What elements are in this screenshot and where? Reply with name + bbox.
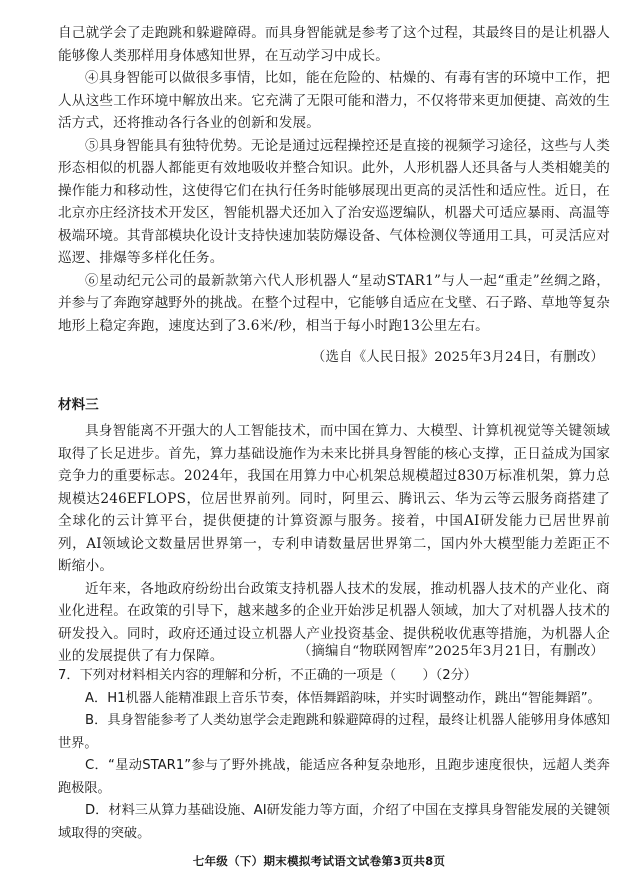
material-three-heading: 材料三	[58, 397, 99, 413]
question-7-option-c[interactable]: C．“星动STAR1”参与了野外挑战，能适应各种复杂地形，且跑步速度很快，远超人类奔跑极限。	[58, 758, 610, 796]
question-7-option-d[interactable]: D．材料三从算力基础设施、AI研发能力等方面，介绍了中国在支撑具身智能发展的关键领域取得的突破。	[58, 803, 610, 841]
paragraph-5: ⑤具身智能具有独特优势。无论是通过远程操控还是直接的视频学习途径，这些与人类形态相似的机器人都能更有效地吸收并整合知识。此外，人形机器人还具备与人类相媲美的操作能力和移动性，这使得它们在执行任务时能够展现出更高的灵活性和适应性。近日，在北京亦庄经济技术开发区，智能机器犬还加入了治安巡逻编队，机器犬可适应暴雨、高温等极端环境。其背部模块化设计支持快速加装防爆设备、气体检测仪等通用工具，可灵活应对巡逻、排爆等多样化任务。	[58, 137, 610, 266]
material-three-body	[58, 420, 610, 668]
question-7-option-a[interactable]: A．H1机器人能精准跟上音乐节奏，体悟舞蹈韵味，并实时调整动作，跳出“智能舞蹈”。	[85, 690, 601, 706]
material-three-source: （摘编自“物联网智库”2025年3月21日，有删改）	[297, 644, 604, 659]
paragraph-continued: 自己就学会了走跑跳和躲避障碍。而具身智能就是参考了这个过程，其最终目的是让机器人能够像人类那样用身体感知世界，在互动学习中成长。	[58, 25, 610, 64]
material-three-paragraph-1: 具身智能离不开强大的人工智能技术，而中国在算力、大模型、计算机视觉等关键领域取得了长足进步。首先，算力基础设施作为未来比拼具身智能的核心支撑，正日益成为国家竞争力的重要标志。2024年，我国在用算力中心机架总规模超过830万标准机架，算力总规模达246EFLOPS，位居世界前列。同时，阿里云、腾讯云、华为云等云服务商搭建了全球化的云计算平台，提供便捷的计算资源与服务。接着，中国AI研发能力已居世界前列，AI领域论文数量居世界第一，专利申请数量居世界第二，国内外大模型能力差距正不断缩小。	[58, 423, 610, 574]
question-7-option-b[interactable]: B．具身智能参考了人类幼崽学会走跑跳和躲避障碍的过程，最终让机器人能够用身体感知世界。	[58, 713, 610, 751]
question-7	[58, 665, 610, 845]
material-two-source: （选自《人民日报》2025年3月24日，有删改）	[311, 350, 604, 365]
material-three-paragraph-2: 近年来，各地政府纷纷出台政策支持机器人技术的发展，推动机器人技术的产业化、商业化进程。在政策的引导下，越来越多的企业开始涉足机器人领域，加大了对机器人技术的研发投入。同时，政府还通过设立机器人产业投资基金、提供税收优惠等措施，为机器人企业的发展提供了有力保障。	[58, 580, 610, 664]
paragraph-4: ④具身智能可以做很多事情，比如，能在危险的、枯燥的、有毒有害的环境中工作，把人从这些工作环境中解放出来。它充满了无限可能和潜力，不仅将带来更加便捷、高效的生活方式，还将推动各行各业的创新和发展。	[58, 70, 610, 131]
page-footer: 七年级（下）期末模拟考试语文试卷第3页共8页	[192, 854, 446, 868]
question-7-stem: 7．下列对材料相关内容的理解和分析，不正确的一项是（ ）（2分）	[58, 668, 477, 683]
material-two-body	[58, 22, 610, 337]
paragraph-6: ⑥星动纪元公司的最新款第六代人形机器人“星动STAR1”与人一起“重走”丝绸之路，并参与了奔跑穿越野外的挑战。在整个过程中，它能够自适应在戈壁、石子路、草地等复杂地形上稳定奔跑，速度达到了3.6米/秒，相当于每小时跑13公里左右。	[58, 272, 610, 334]
